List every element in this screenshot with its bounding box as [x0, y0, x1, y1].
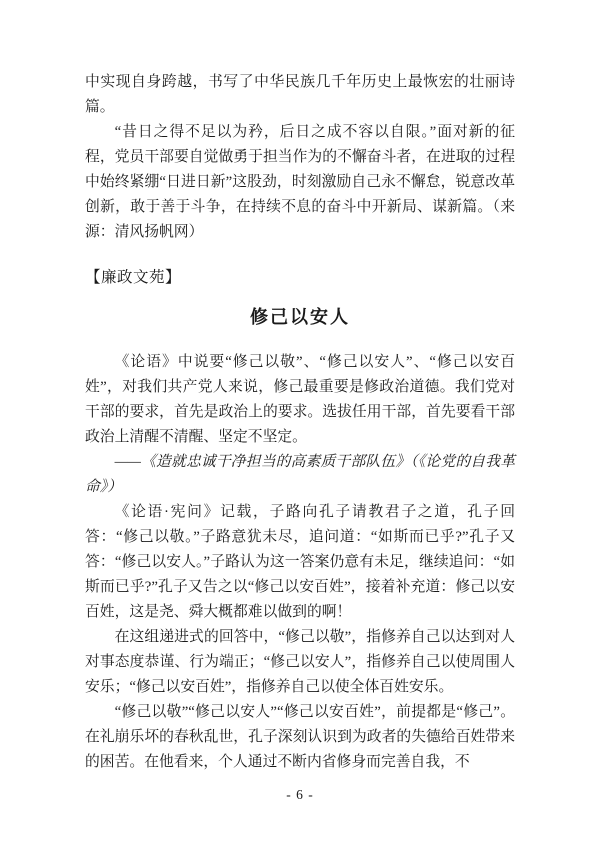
section-header: 【廉政文苑】 [85, 269, 182, 286]
paragraph: “修己以敬”“修己以安人”“修己以安百姓”，前提都是“修己”。在礼崩乐坏的春秋乱世，孔子深刻认识到为政者的失德给百姓带来的困苦。在他看来，个人通过不断内省修身而完善自我，不 [85, 704, 515, 770]
article-title: 修己以安人 [250, 307, 350, 327]
attribution-line: ——《造就忠诚干净担当的高素质干部队伍》（《论党的自我革命》） [85, 454, 515, 495]
paragraph-continuation: 中实现自身跨越，书写了中华民族几千年历史上最恢宏的壮丽诗篇。 [85, 74, 515, 115]
paragraph: 《论语》中说要“修己以敬”、“修己以安人”、“修己以安百姓”，对我们共产党人来说，修己最重要是修政治道德。我们党对干部的要求，首先是政治上的要求。选拔任用干部，首先要看干部政治上清醒不清醒、坚定不坚定。 [85, 354, 515, 445]
paragraph: “昔日之得不足以为矜，后日之成不容以自限。”面对新的征程，党员干部要自觉做勇于担当作为的不懈奋斗者，在进取的过程中始终紧绷“日进日新”这股劲，时刻激励自己永不懈怠，锐意改革创新，敢于善于斗争，在持续不息的奋斗中开新局、谋新篇。（来源：清风扬帆网） [85, 124, 515, 240]
page-number: - 6 - [286, 787, 314, 802]
document-body [85, 70, 515, 775]
paragraph: 在这组递进式的回答中，“修己以敬”，指修养自己以达到对人对事态度恭谨、行为端正；“修己以安人”，指修养自己以使周围人安乐；“修己以安百姓”，指修养自己以使全体百姓安乐。 [85, 629, 515, 695]
paragraph: 《论语·宪问》记载，子路向孔子请教君子之道，孔子回答：“修己以敬。”子路意犹未尽，追问道：“如斯而已乎?”孔子又答：“修己以安人。”子路认为这一答案仍意有未足，继续追问：“如斯而已乎?”孔子又告之以“修己以安百姓”，接着补充道：修己以安百姓，这是尧、舜大概都难以做到的啊！ [85, 504, 515, 620]
